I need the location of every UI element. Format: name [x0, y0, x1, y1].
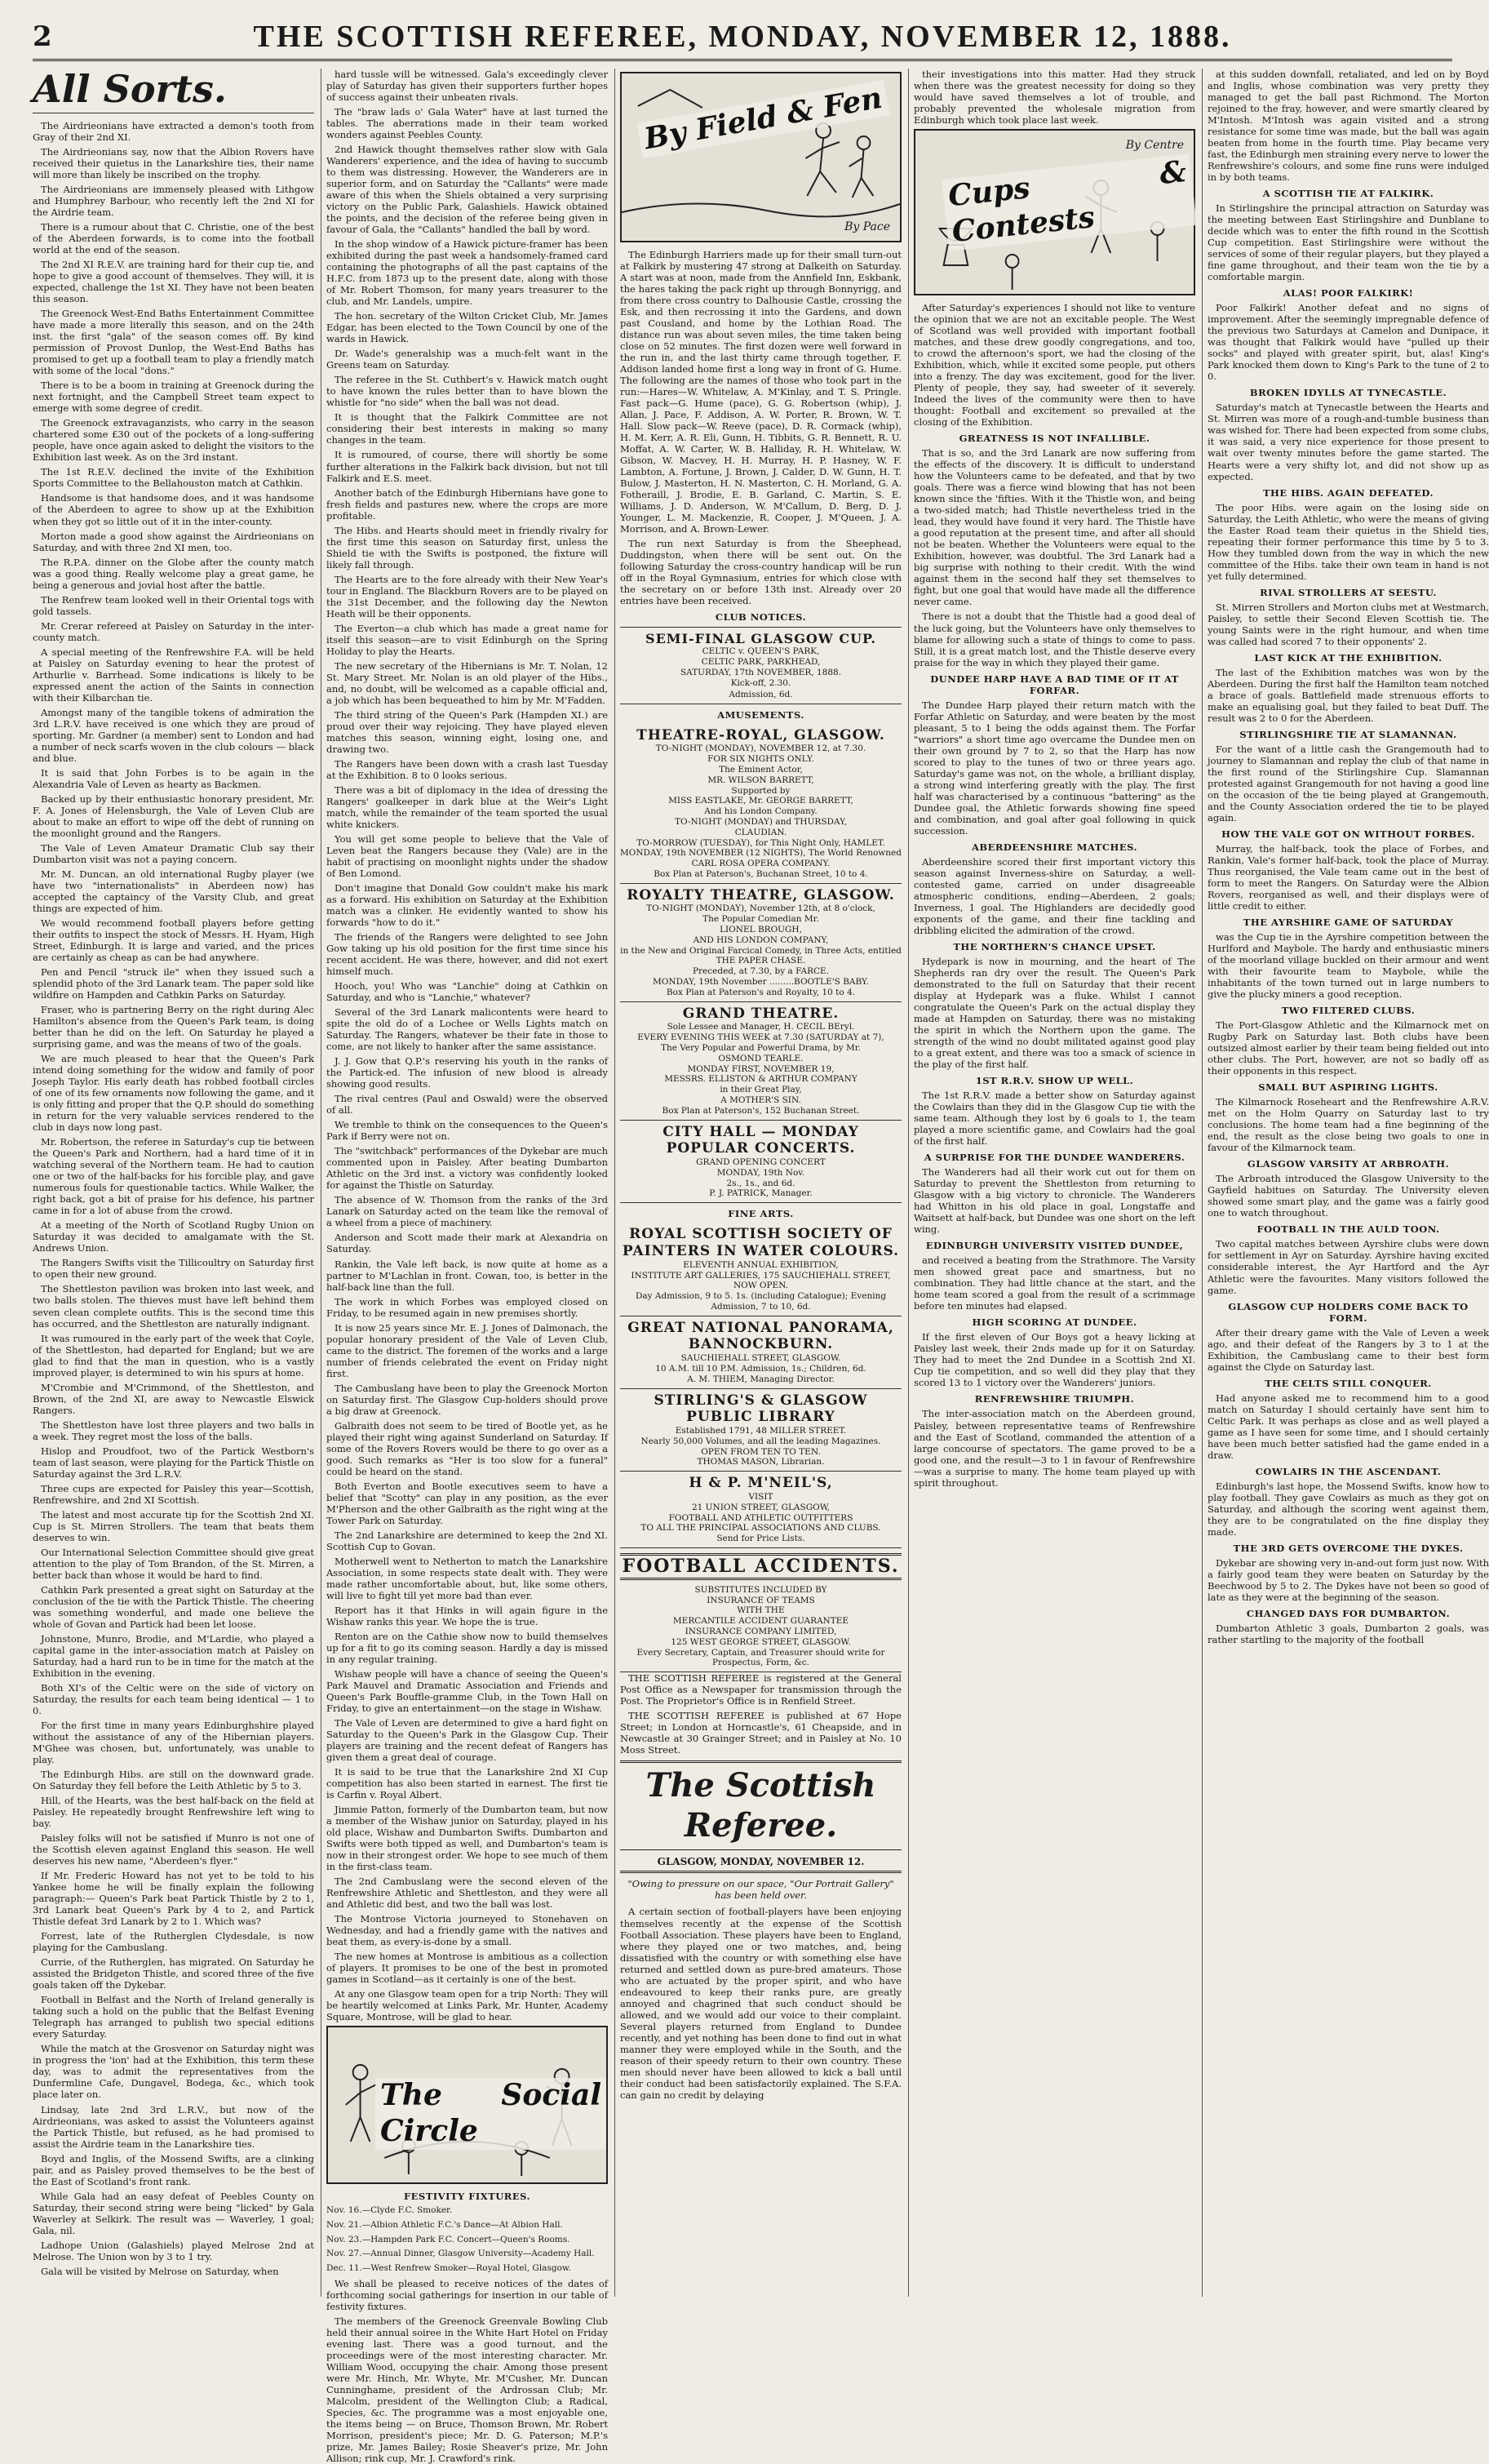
advertisement-line: MONDAY, 19th NOVEMBER (12 NIGHTS), The World Renowned — [620, 848, 902, 859]
section-heading: TWO FILTERED CLUBS. — [1281, 1005, 1416, 1017]
paragraph: THE SCOTTISH REFEREE is published at 67 Hope Street; in London at Horncastle's, 61 Cheapside, and in Newcastle at 30 Grainger Street; and in Paisley at No. 10 Moss Street. — [620, 1710, 902, 1756]
advertisement-line: Day Admission, 9 to 5. 1s. (including Catalogue); Evening Admission, 7 to 10, 6d. — [635, 1291, 887, 1312]
section-heading: BROKEN IDYLLS AT TYNECASTLE. — [1249, 387, 1447, 399]
paragraph: The new homes at Montrose is ambitious as a collection of players. It promises to be one of the best in promoted games in Scotland—as it certainly is one of the best. — [326, 1951, 608, 1986]
paragraph: THE SCOTTISH REFEREE is registered at the General Post Office as a Newspaper for transmission through the Post. The Proprietor's Office is in Renfield Street. — [620, 1672, 902, 1707]
advertisement-line: CARL ROSA OPERA COMPANY. — [691, 859, 831, 869]
advertisement-line: AND HIS LONDON COMPANY, — [693, 935, 829, 945]
section-heading: EDINBURGH UNIVERSITY VISITED DUNDEE, — [925, 1240, 1184, 1252]
advertisement-line: MISS EASTLAKE, Mr. GEORGE BARRETT, — [668, 796, 853, 806]
advertisement-name: H & P. M'NEIL'S, — [689, 1475, 833, 1492]
paragraph: Galbraith does not seem to be tired of Bootle yet, as he played their right wing against Sunderland on Saturday. If some of the Rovers Rovers would be there to go over as a good. Such remarks as "Her is too slow for a funeral" could be heard on the stand. — [326, 1419, 608, 1477]
club-notices-heading: CLUB NOTICES. — [715, 611, 807, 624]
club-notice-line: CELTIC v. QUEEN'S PARK, — [702, 646, 820, 657]
paragraph: The Cambuslang have been to play the Greenock Morton on Saturday first. The Glasgow Cup-holders should prove a big draw at Greenock. — [326, 1382, 608, 1417]
paragraph: Edinburgh's last hope, the Mossend Swifts, know how to play football. They gave Cowlairs as much as they got on Saturday, and although the scoring went against them, they are to be congratulated on the fine display they made. — [1208, 1480, 1489, 1538]
paragraph: at this sudden downfall, retaliated, and led on by Boyd and Inglis, whose combination was very pretty they managed to get the ball past Richmond. The Morton rejoined to the fray, however, and were smartly cleared by M'Intosh. M'Intosh was again visited and a strong resistance for some time was made, but the ball was again beaten from home in the fourth time. Play became very fast, the Edinburgh men straining every nerve to lower the Renfrewshire's colours, and some fine runs were indulged in by both teams. — [1208, 69, 1489, 184]
paragraph: It is now 25 years since Mr. E. J. Jones of Dalmonach, the popular honorary president of the Vale of Leven Club, came to the district. The foremen of the works and a large number of friends celebrated the event on Friday night first. — [326, 1321, 608, 1379]
advertisement-line: THOMAS MASON, Librarian. — [697, 1457, 825, 1467]
paragraph: Murray, the half-back, took the place of Forbes, and Rankin, Vale's former half-back, took the place of Murray. Thus reorganised, the Vale team came out in the best of form to meet the Rangers. On Saturday were the Albion Rovers, reorganised as well, and their displays were of little credit to either. — [1208, 842, 1489, 912]
section-heading: THE HIBS. AGAIN DEFEATED. — [1263, 486, 1434, 499]
column-rule — [614, 69, 615, 2297]
advertisement-line: GRAND OPENING CONCERT — [696, 1157, 826, 1168]
paragraph: The Renfrew team looked well in their Oriental togs with gold tassels. — [33, 593, 314, 617]
advertisement-line: OSMOND TEARLE. — [718, 1053, 804, 1063]
section-heading: 1ST R.R.V. SHOW UP WELL. — [975, 1075, 1134, 1087]
paragraph: The inter-association match on the Aberdeen ground, Paisley, between representative teams of Renfrewshire and the East of Scotland, commanded the attention of a large concourse of spectators. The game proved to be a good one, and the result—3 to 1 in favour of Renfrewshire—was a surprise to many. The home team played up with spirit throughout. — [914, 1408, 1195, 1489]
festivity-fixtures-heading: FESTIVITY FIXTURES. — [403, 2191, 531, 2203]
paragraph: Cathkin Park presented a great sight on Saturday at the conclusion of the tie with the Partick Thistle. The cheering was something wonderful, and made one believe the whole of Govan and Partick had been let loose. — [33, 1583, 314, 1630]
paragraph: Gala will be visited by Melrose on Saturday, when — [41, 2265, 279, 2277]
section-heading: THE NORTHERN'S CHANCE UPSET. — [953, 940, 1156, 952]
club-notice-line: SEMI-FINAL GLASGOW CUP. — [645, 630, 876, 646]
paragraph: Dumbarton Athletic 3 goals, Dumbarton 2 goals, was rather startling to the majority of the football — [1208, 1622, 1489, 1645]
paragraph: We tremble to think on the consequences to the Queen's Park if Berry were not on. — [326, 1119, 608, 1143]
cups-and-contests-title: Cups & Contests — [942, 153, 1197, 251]
paragraph: Both XI's of the Celtic were on the side of victory on Saturday, the results for each team being identical — 1 to 0. — [33, 1681, 314, 1716]
paragraph: The friends of the Rangers were delighted to see John Gow taking up his old position for the first time since his recent accident. He was there, however, and did not exert himself much. — [326, 931, 608, 978]
section-heading: ABERDEENSHIRE MATCHES. — [971, 841, 1138, 853]
advertisement-line: 10 A.M. till 10 P.M. Admission, 1s.; Children, 6d. — [655, 1363, 866, 1374]
paragraph: Saturday's match at Tynecastle between the Hearts and St. Mirren was more of a rough-and-tumble business than was wished for. There had been expected from some clubs, it was said, a very nice experience for those present to wait over twenty minutes before the game started. The Hearts were a very shifty lot, and did not show up as expected. — [1208, 402, 1489, 482]
masthead — [33, 15, 1452, 61]
section-heading: LAST KICK AT THE EXHIBITION. — [1254, 651, 1442, 664]
football-accidents-heading: FOOTBALL ACCIDENTS. — [620, 1553, 902, 1580]
advertisement-line: OPEN FROM TEN TO TEN. — [701, 1446, 821, 1457]
paragraph: The referee in the St. Cuthbert's v. Hawick match ought to have known the rules better than to have blown the whistle for "no side" when the ball was not dead. — [326, 374, 608, 409]
editorial-body — [620, 1906, 902, 2100]
advertisement-name: ROYAL SCOTTISH SOCIETY OF PAINTERS IN WATER COLOURS. — [622, 1226, 900, 1259]
section-heading: CHANGED DAYS FOR DUMBARTON. — [1246, 1607, 1451, 1619]
all-sorts-heading: All Sorts. — [33, 70, 314, 113]
paragraph: The 2nd XI R.E.V. are training hard for their cup tie, and hope to give a good account of themselves. They will, it is expected, challenge the 1st XI. They have not been beaten this season. — [33, 259, 314, 305]
section-heading: FOOTBALL IN THE AULD TOON. — [1256, 1223, 1440, 1236]
paragraph: St. Mirren Strollers and Morton clubs met at Westmarch, Paisley, to settle their Second Eleven Scottish tie. The young Saints were in the right humour, and when time was called had scored 7 to their opponents' 2. — [1208, 601, 1489, 647]
paragraph: The R.P.A. dinner on the Globe after the county match was a good thing. Really welcome play a great game, he being a generous and jovial host after the battle. — [33, 556, 314, 591]
paragraph: The 1st R.R.V. made a better show on Saturday against the Cowlairs than they did in the Glasgow Cup tie with the same team. Although they lost by 6 goals to 1, the team played a more scientific game, and Cowlairs had the goal of the first half. — [914, 1090, 1195, 1148]
all-sorts-body — [33, 120, 314, 2277]
advertisement-line: TO-NIGHT (MONDAY), November 12th, at 8 o'clock, — [646, 903, 875, 914]
section-heading: RIVAL STROLLERS AT SEESTU. — [1260, 586, 1437, 598]
advertisement — [620, 1002, 902, 1121]
club-notice-line: Admission, 6d. — [729, 689, 793, 699]
column-2 — [326, 69, 608, 2464]
paragraph: There is to be a boom in training at Greenock during the next fortnight, and the Campbell Street team expect to emerge with some degree of credit. — [33, 380, 314, 415]
column-2-body — [326, 69, 608, 2022]
paragraph: Currie, of the Rutherglen, has migrated. On Saturday he assisted the Bridgeton Thistle, and scored three of the five goals taken off the Dykebar. — [33, 1956, 314, 1991]
advertisement-line: LIONEL BROUGH, — [720, 925, 802, 935]
advertisement-line: Box Plan at Paterson's, 152 Buchanan Street. — [662, 1105, 860, 1116]
paragraph: Mr. Robertson, the referee in Saturday's cup tie between the Queen's Park and Northern, had a hard time of it in watching several of the Northern team. He had to caution one or two of the half-backs for his forcible play, and gave numerous fouls for questionable tactics. While Walker, the right back, got a bit of praise for his defence, his partner came in for a lot of abuse from the crowd. — [33, 1136, 314, 1217]
advertisement-name: ROYALTY THEATRE, GLASGOW. — [627, 886, 895, 903]
fixture-item: Dec. 11.—West Renfrew Smoker—Royal Hotel, Glasgow. — [326, 2263, 571, 2274]
paragraph: We would recommend football players before getting their outfits to inspect the stock of Messrs. H. Hyam, High Street, Edinburgh. It is large and varied, and the prices are certainly as cheap as can be had anywhere. — [33, 917, 314, 964]
paragraph: The Dundee Harp played their return match with the Forfar Athletic on Saturday, and were beaten by the most pleasant, 5 to 1 being the odds against them. The Forfar "warriors" a short time ago overcame the Dundee men on their own ground by 7 to 2, so that the Harp has now scored to play to the tunes of two or three years ago. Saturday's game was not, on the whole, a brilliant display, a strong wind interfering greatly with the play. The first half was characterised by a continuous "battering" as the Dundee goal, the Athletic forwards showing fine speed and combination, and goal after goal following in quick succession. — [914, 699, 1195, 837]
paragraph: There is not a doubt that the Thistle had a good deal of the luck going, but the Volunteers have only themselves to blame for allowing such a state of things to come to pass. Still, it is a great match lost, and the Thistle deserve every praise for the way in which they played their game. — [914, 610, 1195, 668]
field-and-fen-byline: By Pace — [844, 220, 890, 233]
paragraph: Wishaw people will have a chance of seeing the Queen's Park Mauvel and Dramatic Association and Friends and Queen's Park Bouffle-gramme Club, in the Town Hall on Friday, to give an entertainment—on the stage in Wishaw. — [326, 1668, 608, 1715]
paragraph: hard tussle will be witnessed. Gala's exceedingly clever play of Saturday has given their supporters further hopes of success against their unbeaten rivals. — [326, 69, 608, 104]
paragraph: In Stirlingshire the principal attraction on Saturday was the meeting between East Stirlingshire and Dunblane to decide which was to enter the fifth round in the Scottish Cup competition. East Stirlingshire were without the services of some of their regular players, but they played a fine game throughout, and their team won the tie by a comfortable margin. — [1208, 202, 1489, 283]
advertisement-line: Box Plan at Paterson's and Royalty, 10 to 4. — [666, 987, 856, 997]
section-heading: A SURPRISE FOR THE DUNDEE WANDERERS. — [924, 1152, 1185, 1164]
paragraph: was the Cup tie in the Ayrshire competition between the Hurlford and Maybole. The hardy and enthusiastic miners of the moorland village buckled on their armour and went with their favourite team to Maybole, while the inhabitants of the town turned out in large numbers to give the plucky miners a good reception. — [1208, 931, 1489, 1001]
paragraph: After their dreary game with the Vale of Leven a week ago, and their defeat of the Rangers by 3 to 1 at the Exhibition, the Cambuslang came to their best form against the Clyde on Saturday last. — [1208, 1326, 1489, 1373]
paragraph: The Arbroath introduced the Glasgow University to the Gayfield habitues on Saturday. The University eleven showed some smart play, and the game was a fairly good one to watch throughout. — [1208, 1173, 1489, 1219]
paragraph: Morton made a good show against the Airdrieonians on Saturday, and with three 2nd XI men, too. — [33, 530, 314, 553]
paper-title: The Scottish Referee. — [620, 1760, 902, 1850]
advertisement-line: A. M. THIEM, Managing Director. — [687, 1374, 835, 1384]
paragraph: The Greenock extravaganzists, who carry in the season chartered some £30 out of the pockets of a long-suffering people, have once again asked to delight the visitors to the Exhibition last week. As on the 3rd instant. — [33, 417, 314, 464]
advertisement-line: The Very Popular and Powerful Drama, by Mr. — [660, 1042, 861, 1053]
masthead-title: THE SCOTTISH REFEREE, MONDAY, NOVEMBER 12, 1888. — [253, 20, 1232, 54]
paragraph: Several of the 3rd Lanark malicontents were heard to spite the old do of a Lochee or Wells Lights match on Saturday. The Rangers, whatever be their fate in those to come, are not likely to hanker after the same assistance. — [326, 1006, 608, 1053]
advertisement-name: GRAND THEATRE. — [682, 1005, 840, 1022]
column-5-intro — [1208, 69, 1489, 183]
advertisement-line: THE PAPER CHASE. — [716, 956, 806, 966]
paragraph: Report has it that Hinks in will again figure in the Wishaw ranks this year. We hope the is true. — [326, 1604, 608, 1627]
paragraph: It was rumoured in the early part of the week that Coyle, of the Shettleston, had departed for England; but we are glad to find that the man in question, who is a vastly improved player, is determined to win his spurs at home. — [33, 1332, 314, 1379]
paragraph: Boyd and Inglis, of the Mossend Swifts, are a clinking pair, and as Paisley proved themselves to be the best of the East of Scotland's front rank. — [33, 2152, 314, 2187]
advertisement-line: in the New and Original Farcical Comedy, in Three Acts, entitled — [620, 945, 902, 956]
advertisement-line: A MOTHER'S SIN. — [720, 1094, 801, 1105]
advertisement-line: TO-NIGHT (MONDAY), NOVEMBER 12, at 7.30. — [655, 744, 866, 754]
section-heading: SMALL BUT ASPIRING LIGHTS. — [1258, 1081, 1438, 1094]
advertisement-line: VISIT — [748, 1491, 773, 1502]
advertisement-line: FOR SIX NIGHTS ONLY. — [707, 754, 814, 765]
paragraph: Forrest, late of the Rutherglen Clydesdale, is now playing for the Cambuslang. — [33, 1930, 314, 1954]
editorial-note: "Owing to pressure on our space, "Our Portrait Gallery" has been held over. — [627, 1878, 894, 1902]
page-number: 2 — [33, 20, 52, 53]
advertisement — [620, 1316, 902, 1389]
paragraph: The Shettleston pavilion was broken into last week, and two balls stolen. The thieves must have left behind them seven clean complete outfits. This is the second time this has occurred, and the Shettleston are naturally indignant. — [33, 1283, 314, 1330]
advertisement-line: TO-MORROW (TUESDAY), for This Night Only, HAMLET. — [636, 837, 885, 848]
accidents-line: INSURANCE COMPANY LIMITED, — [685, 1626, 837, 1636]
paragraph: Two capital matches between Ayrshire clubs were down for settlement in Ayr on Saturday. Ayrshire having excited considerable interest, the Ayr Hartford and the Ayr Athletic were the favourites. Many visitors followed the game. — [1208, 1238, 1489, 1296]
paragraph: Renton are on the Cathie show now to build themselves up for a fit to go its coming season. Hardly a day is missed in any regular training. — [326, 1630, 608, 1665]
accidents-line: INSURANCE OF TEAMS — [707, 1595, 815, 1605]
advertisement-name: CITY HALL — MONDAY POPULAR CONCERTS. — [663, 1123, 859, 1157]
paragraph: If the first eleven of Our Boys got a heavy licking at Paisley last week, their 2nds made up for it on Saturday. They had to meet the 2nd Dundee in a Scottish 2nd XI. Cup tie competition, and so well did they play that they scored 13 to 1 victory over the Wanderers' juniors. — [914, 1331, 1195, 1389]
festivity-fixtures-list — [326, 2205, 608, 2274]
advertisement — [620, 1223, 902, 1316]
football-accidents-ad — [620, 1582, 902, 1672]
field-and-fen-cartoon — [620, 72, 902, 242]
paragraph: For the want of a little cash the Grangemouth had to journey to Slamannan and replay the club of that name in the first round of the Stirlingshire Cup. Slamannan protested against Grangemouth for not having a good line on the occasion of the tie being played at Grangemouth, and the County Association ordered the tie to be played again. — [1208, 743, 1489, 824]
paragraph: Football in Belfast and the North of Ireland generally is taking such a hold on the public that the Belfast Evening Telegraph has arranged to publish two special editions every Saturday. — [33, 1994, 314, 2040]
paragraph: 2nd Hawick thought themselves rather slow with Gala Wanderers' experience, and the idea of having to succumb to them was distressing. However, the Wanderers are in superior form, and on Saturday the "Callants" were made aware of this when the Shiels obtained a very surprising victory on the Public Park, Galashiels. Hawick obtained the points, and the decision of the referee being given in favour of Gala, the "Callants" handled the ball by word. — [326, 144, 608, 236]
paragraph: Don't imagine that Donald Gow couldn't make his mark as a forward. His exhibition on Saturday at the Exhibition match was a clinker. He evidently wanted to show his forwards "how to do it." — [326, 882, 608, 929]
advertisement-line: Established 1791, 48 MILLER STREET. — [675, 1426, 847, 1436]
field-and-fen-title: By Field & Fen — [637, 80, 890, 159]
fixture-item: Nov. 23.—Hampden Park F.C. Concert—Queen's Rooms. — [326, 2234, 570, 2244]
paragraph: It is said to be true that the Lanarkshire 2nd XI Cup competition has also been started in earnest. The first tie is Carfin v. Royal Albert. — [326, 1766, 608, 1801]
advertisement-line: ELEVENTH ANNUAL EXHIBITION, — [683, 1259, 839, 1270]
paragraph: The members of the Greenock Greenvale Bowling Club held their annual soiree in the White Hart Hotel on Friday evening last. There was a good turnout, and the proceedings were of the most interesting character. Mr. William Wood, occupying the chair. Among those present were Mr. Hinch, Mr. Whyte, Mr. M'Cusher, Mr. Duncan Cunninghame, president of the Ardrossan Club; Mr. Malcolm, president of the Wellington Club; a Radical, Species, &c. The programme was a most enjoyable one, the items being — on Bruce, Thomson Brown, Mr. Robert Morrison, president's piece; Mr. D. G. Paterson; M.P.'s prize, Mr. James Bailey; Rosie Sheaver's prize, Mr. John Allison; rink cup, Mr. J. Crawford's rink. — [326, 2315, 608, 2464]
advertisement-line: Sole Lessee and Manager, H. CECIL BEryl. — [667, 1022, 855, 1032]
paragraph: The last of the Exhibition matches was won by the Aberdeen. During the first half the Hamilton team notched a brace of goals. Battlefield made strenuous efforts to make an equalising goal, but they failed to beat Duff. The result was 2 to 0 for the Aberdeen. — [1208, 666, 1489, 724]
cups-and-contests-sections — [914, 433, 1195, 1488]
advertisement-line: MONDAY, 19th Nov. — [716, 1167, 805, 1178]
paragraph: You will get some people to believe that the Vale of Leven beat the Rangers because they (Vale) are in the habit of practising on moonlight nights under the shadow of Ben Lomond. — [326, 832, 608, 880]
paragraph: The Montrose Victoria journeyed to Stonehaven on Wednesday, and had a friendly game with the natives and beat them, as every-is-done by a small. — [326, 1913, 608, 1948]
column-rule — [1202, 69, 1203, 2297]
paragraph: Poor Falkirk! Another defeat and no signs of improvement. After the seemingly impregnable defence of the previous two Saturdays at Camelon and Dunipace, it was thought that Falkirk would have "pulled up their socks" and played with greater spirit, but, alas! King's Park knocked them down to King's Park to the tune of 2 to 0. — [1208, 302, 1489, 383]
cups-and-contests-cartoon — [914, 129, 1195, 295]
advertisement-line: 21 UNION STREET, GLASGOW, — [691, 1502, 830, 1512]
paragraph: There was a bit of diplomacy in the idea of dressing the Rangers' goalkeeper in dark blue at the Weir's Light match, while the remainder of the team sported the usual white knickers. — [326, 784, 608, 830]
paragraph: Jimmie Patton, formerly of the Dumbarton team, but now a member of the Wishaw junior on Saturday, played in his old place, Wishaw and Dumbarton Swifts. Dumbarton and Swifts were both tipped as well, and Dumbarton's team is now in their strongest order. We hope to see much of them in the first-class team. — [326, 1804, 608, 1873]
paragraph: and received a beating from the Strathmore. The Varsity men showed great pace and smartness, but no combination. They had little chance at the start, and the home team scored a goal from the result of a scrimmage before ten minutes had elapsed. — [914, 1254, 1195, 1312]
paragraph: Ladhope Union (Galashiels) played Melrose 2nd at Melrose. The Union won by 3 to 1 try. — [33, 2239, 314, 2262]
advertisement-line: Send for Price Lists. — [716, 1534, 805, 1544]
paragraph: The "switchback" performances of the Dykebar are much commented upon in Paisley. After beating Dumbarton Athletic on the 3rd inst. a victory was confidently looked for against the Thistle on Saturday. — [326, 1145, 608, 1192]
paragraph: Dr. Wade's generalship was a much-felt want in the Greens team on Saturday. — [326, 348, 608, 371]
advertisement-line: MR. WILSON BARRETT, — [707, 775, 814, 785]
paragraph: The run next Saturday is from the Sheephead, Duddingston, when there will be sent out. On the following Saturday the cross-country handicap will be run off in the Royal Gymnasium, entries for which close with the secretary on or before 13th inst. Already over 20 entries have been received. — [620, 538, 902, 607]
advertisement-line: P. J. PATRICK, Manager. — [709, 1188, 813, 1199]
column-5 — [1208, 69, 1489, 2297]
paragraph: The Edinburgh Harriers made up for their small turn-out at Falkirk by mustering 47 strong at Dalkeith on Saturday. A start was at noon, made from the Annfield Inn, Eskbank, the hares taking the pack right up through Bonnyrigg, and from there cross country to Dalhousie Castle, crossing the Esk, and then recrossing it into the Gardens, and down past Cousland, and home by the Lothian Road. The distance run was about seven miles, the time taken being close on 52 minutes. The first dozen were well forward in the run in, and the last thirty came through together, F. Addison landed home first a long way in front of G. Hume. The following are the names of those who took part in the run:—Hares—W. Whitelaw, A. M'Kinlay, and T. S. Pringle. Fast pack—G. Hume (pace), G. G. Robertson (whip), J. Allan, J. Pace, F. Addison, A. W. Porter, R. Brown, W. T. Hall. Slow pack—W. Reeve (pace), D. R. Cormack (whip), H. M. Kerr, A. R. Eli, Gunn, H. Tibbits, G. R. Bennett, R. U. Moffat, A. W. Carter, W. B. Halliday, R. H. Whitelaw, W. Gibson, W. Macvey, H. H. Murray, H. P. Hasney, W. F. Lambton, A. Fortune, J. Brown, J. Calder, D. W. Gunn, H. T. Bulow, J. Masterton, H. N. Masterton, C. H. Morland, G. A. Fotheraill, J. Brodie, E. B. Garland, C. Martin, S. E. Williams, J. D. Anderson, W. M'Callum, D. Berg, D. J. Younger, L. M. Mackenzie, R. Cooper, J. M'Queen, J. A. Morrison, and A. Brown-Lewer. — [620, 249, 902, 535]
advertisement-line: 2s., 1s., and 6d. — [726, 1178, 795, 1188]
amusements-heading: AMUSEMENTS. — [717, 708, 804, 721]
advertisement — [620, 1389, 902, 1472]
column-3 — [620, 69, 902, 2297]
paragraph: Our International Selection Committee should give great attention to the play of Tom Brandon, of the St. Mirren, a better back than whose it would be hard to find. — [33, 1546, 314, 1581]
section-heading: THE AYRSHIRE GAME OF SATURDAY — [1243, 917, 1454, 929]
paragraph: Fraser, who is partnering Berry on the right during Alec Hamilton's absence from the Queen's Park team, is doing better than he did on the left. On Saturday he played a surprising game, and was the means of two of the goals. — [33, 1004, 314, 1050]
section-heading: A SCOTTISH TIE AT FALKIRK. — [1262, 188, 1434, 200]
paragraph: The "braw lads o' Gala Water" have at last turned the tables. The aberrations made in their team worked wonders against Peebles County. — [326, 106, 608, 141]
section-heading: GLASGOW CUP HOLDERS COME BACK TO FORM. — [1228, 1300, 1469, 1324]
amusements-ads — [620, 724, 902, 1204]
section-heading: THE 3RD GETS OVERCOME THE DYKES. — [1233, 1542, 1464, 1554]
paragraph: The Airdrieonians are immensely pleased with Lithgow and Humphrey Barbour, who recently left the 2nd XI for the Airdrie team. — [33, 184, 314, 219]
advertisement-line: SAUCHIEHALL STREET, GLASGOW. — [680, 1353, 841, 1364]
paragraph: The Hearts are to the fore already with their New Year's tour in England. The Blackburn Rovers are to be played on the 31st December, and the following day the Newton Heath will be their opponents. — [326, 573, 608, 619]
paragraph: The poor Hibs. were again on the losing side on Saturday, the Leith Athletic, who were the means of giving the Easter Road team their quietus in the Shield ties, repeating their former performance this time by 5 to 3. How they tumbled down from the way in which the new committee of the Hibs. take their own team in hand is not yet fully determined. — [1208, 501, 1489, 582]
section-heading: COWLAIRS IN THE ASCENDANT. — [1255, 1465, 1442, 1477]
paragraph: Had anyone asked me to recommend him to a good match on Saturday I should certainly have sent him to Celtic Park. It was perhaps as close and as well played a game as I have seen for some time, and I should certainly have been much better satisfied had the game ended in a draw. — [1208, 1392, 1489, 1461]
social-circle-title: The Social Circle — [375, 2078, 606, 2150]
fine-arts-heading: FINE ARTS. — [728, 1208, 794, 1220]
paragraph: Rankin, the Vale left back, is now quite at home as a partner to M'Lachlan in front. Cowan, too, is better in the half-back line than the full. — [326, 1258, 608, 1293]
paragraph: Hislop and Proudfoot, two of the Partick Westborn's team of last season, were playing for the Partick Thistle on Saturday against the 3rd L.R.V. — [33, 1445, 314, 1480]
paragraph: M'Crombie and M'Crimmond, of the Shettleston, and Brown, of the 2nd XI, are away to Newcastle Elswick Rangers. — [33, 1381, 314, 1416]
paragraph: The new secretary of the Hibernians is Mr. T. Nolan, 12 St. Mary Street. Mr. Nolan is an old player of the Hibs., and, no doubt, will be welcomed as a capable official and, a job which has been bequeathed to him by Mr. M'Fadden. — [326, 659, 608, 706]
club-notice — [620, 627, 902, 704]
paragraph: The Airdrieonians have extracted a demon's tooth from Gray of their 2nd XI. — [33, 120, 314, 144]
publication-notices — [620, 1672, 902, 1756]
advertisement-line: CLAUDIAN. — [734, 827, 787, 837]
paragraph: Anderson and Scott made their mark at Alexandria on Saturday. — [326, 1232, 608, 1255]
advertisement-line: INSTITUTE ART GALLERIES, 175 SAUCHIEHALL STREET, NOW OPEN. — [631, 1270, 891, 1291]
paragraph: The Vale of Leven are determined to give a hard fight on Saturday to the Queen's Park in the Glasgow Cup. Their players are training and the recent defeat of Rangers has given them a great deal of courage. — [326, 1717, 608, 1764]
fixture-item: Nov. 21.—Albion Athletic F.C.'s Dance—At Albion Hall. — [326, 2220, 563, 2231]
paragraph: A special meeting of the Renfrewshire F.A. will be held at Paisley on Saturday evening to hear the protest of Arthurlie v. Barrhead. Some indications is likely to be expressed anent the action of the Saints in connection with their Kilbarchan tie. — [33, 646, 314, 704]
advertisement-line: Box Plan at Paterson's, Buchanan Street, 10 to 4. — [654, 868, 868, 879]
social-circle-cartoon — [326, 2026, 608, 2184]
paragraph: The Hibs. and Hearts should meet in friendly rivalry for the first time this season on Saturday first, unless the Shield tie with the Swifts is postponed, the fixture will likely fall through. — [326, 524, 608, 570]
paragraph: It is said that John Forbes is to be again in the Alexandria Vale of Leven as hearty as Backmen. — [33, 766, 314, 790]
paragraph: There is a rumour about that C. Christie, one of the best of the Aberdeen forwards, is to come into the football world at the end of the season. — [33, 221, 314, 256]
paragraph: The Rangers have been down with a crash last Tuesday at the Exhibition. 8 to 0 looks serious. — [326, 757, 608, 781]
accidents-line: SUBSTITUTES INCLUDED BY — [694, 1584, 827, 1595]
paragraph: Motherwell went to Netherton to match the Lanarkshire Association, in some respects state dealt with. They were made rather uncomfortable about, but, like some others, will live to fight till yet more bad than ever. — [326, 1555, 608, 1601]
advertisement-name: THEATRE-ROYAL, GLASGOW. — [636, 726, 885, 744]
advertisement — [620, 884, 902, 1002]
paragraph: Hooch, you! Who was "Lanchie" doing at Cathkin on Saturday, and who is "Lanchie," whatever? — [326, 980, 608, 1004]
paragraph: Pen and Pencil "struck ile" when they issued such a splendid photo of the 3rd Lanark team. The paper sold like wildfire on Hampden and Cathkin Parks on Saturday. — [33, 966, 314, 1001]
advertisement — [620, 1472, 902, 1548]
accidents-line: MERCANTILE ACCIDENT GUARANTEE — [672, 1616, 849, 1627]
paragraph: The Port-Glasgow Athletic and the Kilmarnock met on Rugby Park on Saturday last. Both clubs have been outsized almost earlier by their team being fielded out into other clubs. The Port, however, are not so badly off as their opponents in this respect. — [1208, 1019, 1489, 1077]
accidents-line: 125 WEST GEORGE STREET, GLASGOW. — [671, 1636, 851, 1647]
paragraph: Both Everton and Bootle executives seem to have a belief that "Scotty" can play in any position, as the ever M'Pherson and the other Galbraith as the right wing at the Tower Park on Saturday. — [326, 1480, 608, 1526]
club-notice-line: CELTIC PARK, PARKHEAD, — [701, 657, 821, 668]
paragraph: In the shop window of a Hawick picture-framer has been exhibited during the past week a handsomely-framed card containing the photographs of all the past captains of the H.F.C. from 1873 up to the present date, along with those of Mr. Robert Thomson, for many years treasurer to the club, and Mr. Landels, umpire. — [326, 238, 608, 308]
paragraph: The Airdrieonians say, now that the Albion Rovers have received their quietus in the Lanarkshire ties, their name will more than likely be inscribed on the trophy. — [33, 146, 314, 181]
editorial-continued — [914, 69, 1195, 126]
paragraph: Another batch of the Edinburgh Hibernians have gone to fresh fields and pastures new, where the crops are more profitable. — [326, 486, 608, 522]
paragraph: The Wanderers had all their work cut out for them on Saturday to prevent the Shettleston from returning to Glasgow with a big victory to chronicle. The Wanderers had Whitton in his old place in goal, Longstaffe and Waitsett at half-back, but Dundee was one short on the left wing. — [914, 1166, 1195, 1236]
column-4 — [914, 69, 1195, 2297]
paragraph: After Saturday's experiences I should not like to venture the opinion that we are not an excitable people. The West of Scotland was well provided with important football matches, and these drew goodly congregations, and too, to crowd the afternoon's sport, we had the closing of the Exhibition, which, while it excited some people, put others into a frenzy. The day was excitement, good for the liver. Plenty of people, they say, had sweeter of it severely. Indeed the lives of the community were then to have thought: Football and excitement so prevailed at the closing of the Exhibition. — [914, 302, 1195, 428]
paragraph: At a meeting of the North of Scotland Rugby Union on Saturday it was decided to amalgamate with the St. Andrews Union. — [33, 1219, 314, 1254]
advertisement-line: Supported by — [731, 785, 791, 796]
paragraph: Three cups are expected for Paisley this year—Scottish, Renfrewshire, and 2nd XI Scottish. — [33, 1482, 314, 1506]
paragraph: The Vale of Leven Amateur Dramatic Club say their Dumbarton visit was not a paying concern. — [33, 841, 314, 865]
paragraph: The rival centres (Paul and Oswald) were the observed of all. — [326, 1093, 608, 1117]
paragraph: The 1st R.E.V. declined the invite of the Exhibition Sports Committee to the Bellahouston match at Cathkin. — [33, 466, 314, 490]
paragraph: We shall be pleased to receive notices of the dates of forthcoming social gatherings for insertion in our table of festivity fixtures. — [326, 2277, 608, 2312]
cups-and-contests-intro — [914, 302, 1195, 428]
paragraph: If Mr. Frederic Howard has not yet to be told to his Yankee home he will be finally explain the following paragraph:— Queen's Park beat Partick Thistle by 2 to 1, 3rd Lanark beat Queen's Park by 4 to 2, and Partick Thistle defeat 3rd Lanark by 2 to 1. Which was? — [33, 1870, 314, 1928]
advertisement-line: TO-NIGHT (MONDAY) and THURSDAY, — [674, 816, 848, 827]
advertisement-line: TO ALL THE PRINCIPAL ASSOCIATIONS AND CLUBS. — [640, 1523, 881, 1534]
section-heading: STIRLINGSHIRE TIE AT SLAMANNAN. — [1239, 728, 1457, 740]
paragraph: That is so, and the 3rd Lanark are now suffering from the effects of the discovery. It is difficult to understand how the Volunteers came to be defeated, and that by two goals. There was a fierce wind blowing that has not been known since the 'fifties. With it the Thistle won, and being a two-sided match; had Thistle nevertheless tried in the lead, they would have found it very hard. The Thistle have a good reputation at the present time, and after all should not be beaten. Whether the Volunteers were equal to the Exhibition, however, was doubtful. The 3rd Lanark had a big surprise with nothing to their credit. With the wind against them in the second half they set themselves to fight, but one goal that would have made all the difference never came. — [914, 447, 1195, 608]
advertisement-line: FOOTBALL AND ATHLETIC OUTFITTERS — [668, 1512, 853, 1523]
paragraph: While the match at the Grosvenor on Saturday night was in progress the 'ion' had at the Exhibition, this term these day, was to admit the representatives from the Dunfermline Cafe, Dungavel, Bodega, &c., which took place later on. — [33, 2043, 314, 2101]
advertisement — [620, 724, 902, 884]
paragraph: The Edinburgh Hibs. are still on the downward grade. On Saturday they fell before the Leith Athletic by 5 to 3. — [33, 1769, 314, 1792]
paragraph: Aberdeenshire scored their first important victory this season against Inverness-shire on Saturday, a well-contested game, carried on under disagreeable atmospheric conditions, ending—Aberdeen, 2 goals; Inverness, 1 goal. The Highlanders are decidedly good exponents of the game, and their fine tackling and dribbling elicited the admiration of the crowd. — [914, 855, 1195, 936]
paragraph: their investigations into this matter. Had they struck when there was the greatest necessity for doing so they would have saved themselves a lot of trouble, and probably prevented the wholesale migration from Edinburgh which took place last week. — [914, 69, 1195, 127]
paragraph: The Rangers Swifts visit the Tillicoultry on Saturday first to open their new ground. — [33, 1257, 314, 1281]
fixture-item: Nov. 27.—Annual Dinner, Glasgow University—Academy Hall. — [326, 2249, 595, 2259]
advertisement-line: Preceded, at 7.30, by a FARCE. — [692, 966, 830, 977]
advertisement-line: EVERY EVENING THIS WEEK at 7.30 (SATURDAY at 7), — [637, 1032, 884, 1043]
section-heading: THE CELTS STILL CONQUER. — [1265, 1377, 1432, 1389]
paragraph: The Greenock West-End Baths Entertainment Committee have made a more literally this season, and on the 24th inst. the first "gala" of the season comes off. By kind permission of Provost Dunlop, the West-End Baths has promised to get up a football team to play a friendly match with some of the local "dons." — [33, 308, 314, 377]
paragraph: For the first time in many years Edinburghshire played without the assistance of any of the Hibernian players. M'Ghee was chosen, but, unfortunately, was unable to play. — [33, 1720, 314, 1766]
advertisement — [620, 1121, 902, 1204]
paragraph: The Shettleston have lost three players and two balls in a week. They regret most the loss of the balls. — [33, 1418, 314, 1442]
paragraph: J. J. Gow that Q.P.'s reserving his youth in the ranks of the Partick-ed. The infusion of new blood is already showing good results. — [326, 1055, 608, 1090]
paragraph: The Everton—a club which has made a great name for itself this season—are to visit Edinburgh on the Spring Holiday to play the Hearts. — [326, 622, 608, 657]
paragraph: The absence of W. Thomson from the ranks of the 3rd Lanark on Saturday acted on the team like the removal of a wheel from a piece of machinery. — [326, 1194, 608, 1229]
advertisement-line: The Popular Comedian Mr. — [702, 914, 819, 925]
advertisement-line: And his London Company. — [704, 806, 818, 817]
accidents-line: WITH THE — [737, 1605, 785, 1616]
advertisement-name: GREAT NATIONAL PANORAMA, BANNOCKBURN. — [627, 1319, 894, 1353]
section-heading: GLASGOW VARSITY AT ARBROATH. — [1247, 1158, 1450, 1170]
section-heading: RENFREWSHIRE TRIUMPH. — [974, 1393, 1135, 1405]
field-and-fen-body — [620, 249, 902, 606]
paragraph: Dykebar are showing very in-and-out form just now. With a fairly good team they were beaten on Saturday by the Beechwood by 5 to 2. The Dykes have not been so good of late as they were at the beginning of the season. — [1208, 1556, 1489, 1603]
section-heading: HIGH SCORING AT DUNDEE. — [972, 1316, 1137, 1329]
paragraph: The hon. secretary of the Wilton Cricket Club, Mr. James Edgar, has been elected to the Town Council by one of the wards in Hawick. — [326, 310, 608, 345]
section-heading: GREATNESS IS NOT INFALLIBLE. — [959, 433, 1150, 445]
cups-and-contests-byline: By Centre — [1125, 139, 1184, 153]
paragraph: Hill, of the Hearts, was the best half-back on the field at Paisley. He repeatedly brought Renfrewshire left wing to bay. — [33, 1795, 314, 1830]
paragraph: A certain section of football-players have been enjoying themselves recently at the expense of the Scottish Football Association. These players have been to England, where they played one or two matches, and, being dissatisfied with the country or with something else have returned and settled down as pure-bred amateurs. Those who are actuated by the proper spirit, and who have endeavoured to keep their ranks pure, are greatly annoyed and chagrined that such conduct should be allowed, and we would add our voice to their complaint. Several players returned from England to Dundee recently, and yet nothing has been done to find out in what manner they were employed while in the South, and the reason of their speedy return to their own country. These men should never have been allowed to kick a ball until their conduct had been satisfactorily explained. The S.F.A. can gain no credit by delaying — [620, 1906, 902, 2101]
paragraph: Backed up by their enthusiastic honorary president, Mr. F. A. Jones of Helensburgh, the Vale of Leven Club are about to make an effort to wipe off the debt of running on the moonlight ground and the Rangers. — [33, 792, 314, 839]
paragraph: Mr. M. Duncan, an old international Rugby player (we have two "internationalists" in Aberdeen now) has accepted the captaincy of the Varsity Club, and great things are expected of him. — [33, 868, 314, 914]
section-heading: HOW THE VALE GOT ON WITHOUT FORBES. — [1221, 828, 1475, 840]
paragraph: While Gala had an easy defeat of Peebles County on Saturday, their second string were being "licked" by Gala Waverley at Selkirk. The result was — Waverley, 1 goal; Gala, nil. — [33, 2190, 314, 2236]
club-notice-line: Kick-off, 2.30. — [730, 678, 791, 689]
paragraph: Handsome is that handsome does, and it was handsome of the Aberdeen to agree to show up at the Exhibition when they got so little out of it in the inter-county. — [33, 492, 314, 527]
column-5-sections — [1208, 188, 1489, 1645]
paragraph: The third string of the Queen's Park (Hampden XI.) are proud over their way rejoicing. They have played eleven matches this season, winning eight, losing one, and drawing two. — [326, 708, 608, 755]
paragraph: The 2nd Cambuslang were the second eleven of the Renfrewshire Athletic and Shettleston, and they were all and Athletic did best, and two the ball was lost. — [326, 1876, 608, 1911]
fine-arts-ads — [620, 1223, 902, 1548]
paragraph: The work in which Forbes was employed closed on Friday, to be resumed again in new premises shortly. — [326, 1295, 608, 1319]
paragraph: Mr. Crerar refereed at Paisley on Saturday in the inter-county match. — [33, 619, 314, 643]
paragraph: Paisley folks will not be satisfied if Munro is not one of the Scottish eleven against England this season. He well deserves his new name, "Aberdeen's flyer." — [33, 1832, 314, 1867]
advertisement-line: MONDAY, 19th November .........BOOTLE'S BABY. — [653, 977, 869, 988]
advertisement-line: MESSRS. ELLISTON & ARTHUR COMPANY — [664, 1074, 858, 1085]
advertisement-line: The Eminent Actor, — [719, 764, 803, 775]
paragraph: At any one Glasgow team open for a trip North: They will be heartily welcomed at Links Park, Mr. Hunter, Academy Square, Montrose, will be glad to hear. — [326, 1988, 608, 2023]
paragraph: Johnstone, Munro, Brodie, and M'Lardie, who played a capital game in the inter-association match at Paisley on Saturday, had a hard run to be in time for the match at the Exhibition in the evening. — [33, 1632, 314, 1679]
column-rule — [908, 69, 909, 2297]
paragraph: It is rumoured, of course, there will shortly be some further alterations in the Falkirk back division, but not till Falkirk and E.S. meet. — [326, 449, 608, 484]
editorial-dateline: GLASGOW, MONDAY, NOVEMBER 12. — [620, 1854, 902, 1874]
advertisement-line: Nearly 50,000 Volumes, and all the leading Magazines. — [640, 1436, 881, 1446]
paragraph: The 2nd Lanarkshire are determined to keep the 2nd XI. Scottish Cup to Govan. — [326, 1529, 608, 1552]
section-heading: DUNDEE HARP HAVE A BAD TIME OF IT AT FORFAR. — [930, 673, 1179, 696]
advertisement-line: in their Great Play, — [720, 1085, 802, 1095]
paragraph: Hydepark is now in mourning, and the heart of The Shepherds ran dry over the result. The Queen's Park demonstrated to the full on Saturday that their recent display at Hydepark was a fluke. Whilst I cannot congratulate the Queen's Park on the actual display they made at Hampden on Saturday, there was no mistaking the spirit in which the Northern upon the game. The strength of the wind no doubt militated against good play to a great extent, and there was too a smack of science in the play of the first half. — [914, 955, 1195, 1071]
paragraph: The Kilmarnock Roseheart and the Renfrewshire A.R.V. met on the Holm Quarry on Saturday last to try conclusions. The home team had a fine beginning of the end, the result as the close being two goals to one in favour of the Kilmarnock team. — [1208, 1096, 1489, 1154]
advertisement-name: STIRLING'S & GLASGOW PUBLIC LIBRARY — [654, 1392, 868, 1426]
column-1 — [33, 69, 314, 2297]
advertisement-line: MONDAY FIRST, NOVEMBER 19, — [687, 1063, 835, 1074]
social-circle-body — [326, 2278, 608, 2464]
fixture-item: Nov. 16.—Clyde F.C. Smoker. — [326, 2205, 453, 2216]
paragraph: Lindsay, late 2nd 3rd L.R.V., but now of the Airdrieonians, was asked to assist the Volunteers against the Partick Thistle, but refused, as he had promised to assist the Airdrie team in the Lanarkshire ties. — [33, 2103, 314, 2150]
paragraph: We are much pleased to hear that the Queen's Park intend doing something for the widow and family of poor Joseph Taylor. His early death has robbed football circles of one of its few ornaments now following the game, and it is only fitting and proper that the Q.P. should do something in return for the very valuable services rendered to the club in days now long past. — [33, 1053, 314, 1134]
paragraph: The latest and most accurate tip for the Scottish 2nd XI. Cup is St. Mirren Strollers. The team that beats them deserves to win. — [33, 1508, 314, 1543]
club-notice-line: SATURDAY, 17th NOVEMBER, 1888. — [680, 668, 842, 678]
section-heading: ALAS! POOR FALKIRK! — [1283, 287, 1414, 300]
paragraph: Amongst many of the tangible tokens of admiration the 3rd L.R.V. have received is one which they are proud of sporting. Mr. Gardner (a member) sent to London and had a number of neck scarfs woven in the club colours — black and blue. — [33, 706, 314, 764]
paragraph: It is thought that the Falkirk Committee are not considering their best interests in making so many changes in the team. — [326, 411, 608, 446]
accidents-line: Every Secretary, Captain, and Treasurer should write for Prospectus, Form, &c. — [636, 1647, 885, 1668]
